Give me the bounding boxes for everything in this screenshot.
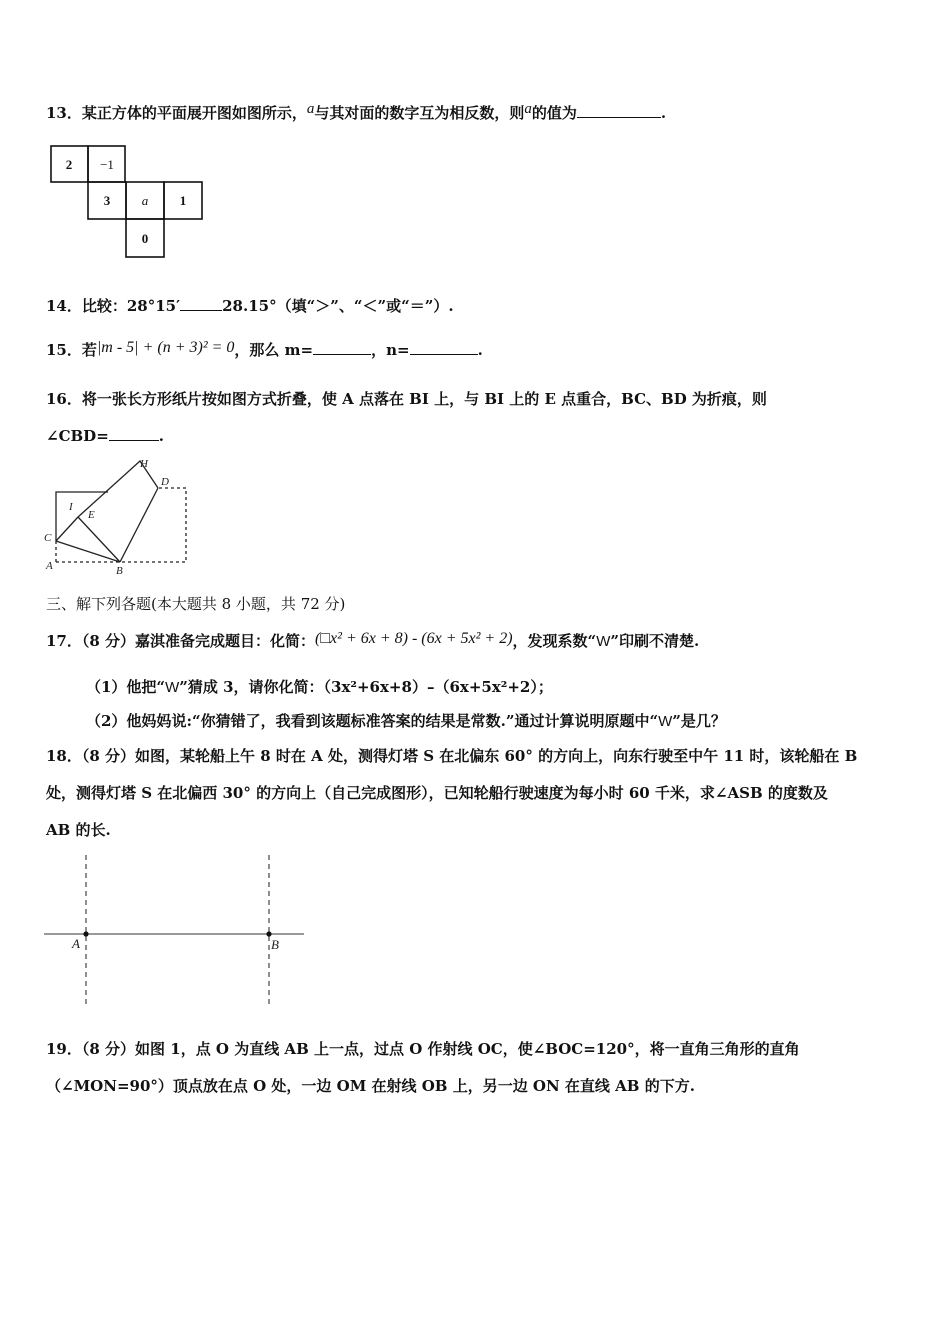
net-label-5: 1 — [179, 193, 187, 208]
fold-figure — [40, 455, 200, 580]
q18-number: 18． — [46, 747, 82, 765]
fold-flap-left — [56, 492, 108, 541]
net-label-4: a — [141, 193, 149, 208]
q14-number: 14． — [46, 297, 82, 315]
fold-label-d: D — [161, 476, 169, 488]
q16-answer-blank[interactable] — [109, 426, 159, 441]
net-label-1: 2 — [65, 157, 73, 172]
q17-part1: （1）他把“W”猜成 3，请你化简：（3x²+6x+8）–（6x+5x²+2）； — [86, 678, 553, 696]
q16-text-line1: 16．将一张长方形纸片按如图方式折叠，使 A 点落在 BI 上，与 BI 上的 E 点重合，BC、BD 为折痕，则 — [46, 390, 767, 408]
fold-label-h: H — [140, 458, 148, 470]
fold-label-b: B — [116, 565, 123, 577]
ship-figure — [44, 853, 314, 1013]
q17-text: 17．（8 分）嘉淇准备完成题目：化简：(□x² + 6x + 8) - (6x + 5x² + 2)，发现系数“W”印刷不清楚. — [46, 630, 700, 650]
q17-expression: (□x² + 6x + 8) - (6x + 5x² + 2) — [315, 630, 513, 647]
q16-number: 16． — [46, 390, 82, 408]
point-a — [83, 931, 88, 936]
net-label-6: 0 — [141, 231, 149, 246]
net-label-3: 3 — [103, 193, 111, 208]
point-b — [266, 931, 271, 936]
label-a: A — [72, 936, 80, 951]
label-b: B — [271, 937, 279, 952]
q14-answer-blank[interactable] — [180, 296, 222, 311]
q13-text: 13．某正方体的平面展开图如图所示，a与其对面的数字互为相反数，则a的值为 . — [46, 101, 667, 122]
q13-number: 13． — [46, 104, 82, 122]
q19-text-line2: （∠MON=90°）顶点放在点 O 处，一边 OM 在射线 OB 上，另一边 ON 在直线 AB 的下方. — [46, 1077, 695, 1095]
q18-text-line1: 18．（8 分）如图，某轮船上午 8 时在 A 处，测得灯塔 S 在北偏东 60° 的方向上，向东行驶至中午 11 时，该轮船在 B — [46, 747, 858, 765]
fold-line-ie — [56, 517, 78, 541]
q19-text-line1: 19．（8 分）如图 1，点 O 为直线 AB 上一点，过点 O 作射线 OC，使∠BOC=120°，将一直角三角形的直角 — [46, 1040, 800, 1058]
q14-text: 14．比较：28°15′ 28.15°（填“＞”、“＜”或“＝”）. — [46, 297, 454, 315]
fold-rect-dashed — [56, 488, 186, 562]
q15-n-blank[interactable] — [410, 340, 478, 355]
q17-number: 17． — [46, 632, 82, 650]
q15-number: 15． — [46, 341, 82, 359]
net-label-2: −1 — [100, 157, 114, 172]
fold-label-a: A — [46, 560, 53, 572]
fold-label-e: E — [88, 509, 95, 521]
section-title: 三、解下列各题(本大题共 8 小题，共 72 分) — [46, 595, 346, 613]
q13-answer-blank[interactable] — [577, 103, 661, 118]
q17-part2: （2）他妈妈说:“你猜错了，我看到该题标准答案的结果是常数.”通过计算说明原题中“W”是几？ — [86, 712, 726, 730]
q15-m-blank[interactable] — [313, 340, 371, 355]
q18-text-line3: AB 的长. — [46, 821, 111, 839]
q15-expression: |m - 5| + (n + 3)² = 0 — [96, 339, 235, 356]
cube-net-figure — [50, 145, 210, 265]
q15-text: 15．若|m - 5| + (n + 3)² = 0，那么 m= ，n= . — [46, 339, 483, 359]
q18-text-line2: 处，测得灯塔 S 在北偏西 30° 的方向上（自己完成图形），已知轮船行驶速度为每小时 60 千米，求∠ASB 的度数及 — [46, 784, 828, 802]
fold-label-c: C — [44, 532, 52, 544]
fold-label-i: I — [69, 501, 73, 513]
fold-crease-bd — [120, 488, 158, 562]
q19-number: 19． — [46, 1040, 82, 1058]
q16-text-line2: ∠CBD= . — [46, 427, 164, 445]
